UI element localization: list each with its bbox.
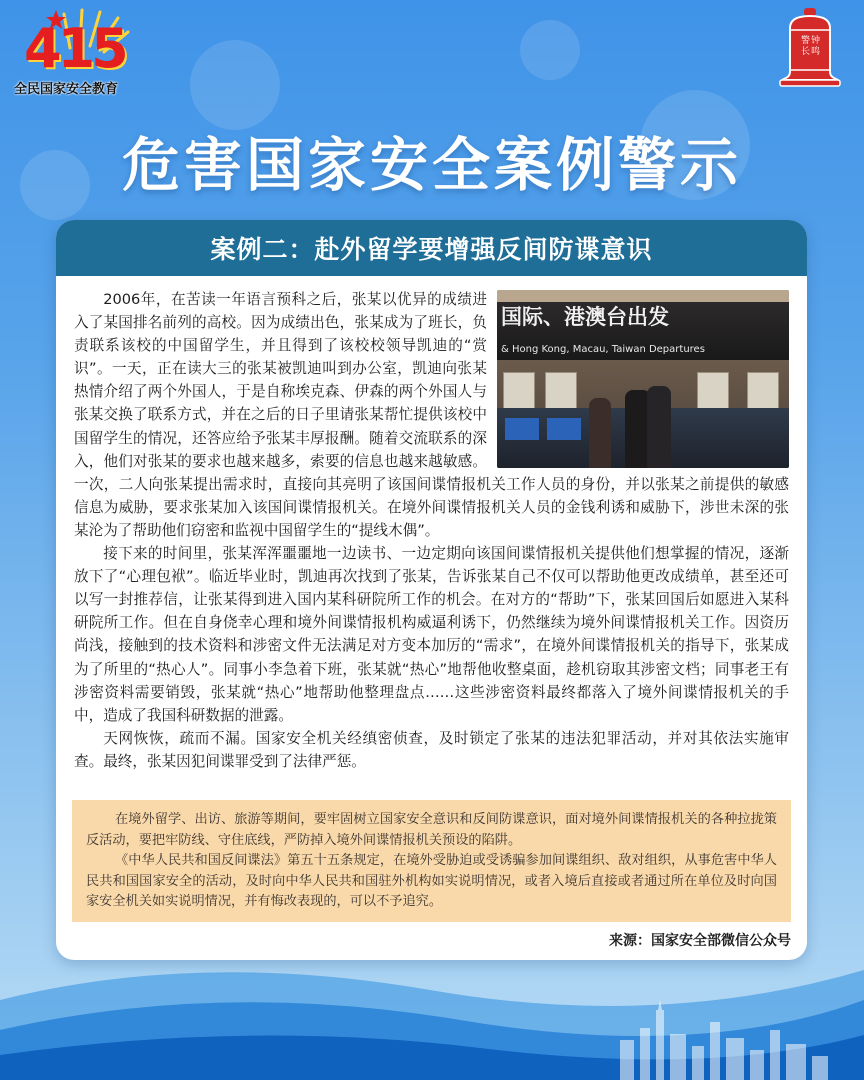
source-credit: 来源：国家安全部微信公众号 [609, 933, 791, 949]
article-paragraph: 天网恢恢，疏而不漏。国家安全机关经缜密侦查，及时锁定了张某的违法犯罪活动，并对其依法实施审查。最终，张某因犯间谍罪受到了法律严惩。 [74, 729, 789, 770]
airport-departures-photo [497, 290, 789, 468]
bell-line: 长鸣 [800, 47, 821, 57]
logo-number: 415 [24, 17, 125, 80]
bell-icon [776, 8, 844, 88]
bokeh-circle [190, 40, 280, 130]
page-title: 危害国家安全案例警示 [121, 131, 742, 199]
bokeh-circle [520, 20, 580, 80]
case-article [74, 288, 789, 773]
article-paragraph: 2006年，在苦读一年语言预科之后，张某以优异的成绩进入了某国排名前列的高校。因为成绩出色，张某成为了班长，负责联系该校的中国留学生，并且得到了该校校领导凯迪的“赏识”。一天，正在读大三的张某被凯迪叫到办公室，凯迪向张某热情介绍了两个外国人，于是自称埃克森、伊森的两个外国人与张某交换了联系方式，并在之后的日子里请张某帮忙提供该校中国留学生的情况，还答应给予张某丰厚报酬。随着交流联系的深入，他们对张某的要求也越来越多，索要的信息也越来越敏感。一次，二人向张某提出需求时，直接向其亮明了该国间谍情报机关工作人员的身份，并以张某之前提供的敏感信息为威胁，要求张某加入该国间谍情报机关。在境外间谍情报机关人员的金钱利诱和威胁下，涉世未深的张某沦为了帮助他们窃密和监视中国留学生的“提线木偶”。 [74, 291, 789, 539]
logo-415 [10, 8, 130, 98]
bell-line: 警钟 [800, 36, 821, 46]
traveler-figure [647, 386, 671, 468]
city-skyline [600, 1000, 864, 1080]
blue-panel [547, 418, 581, 440]
bell-caption [788, 36, 834, 58]
warning-note [72, 800, 791, 922]
sign-text-en: & Hong Kong, Macau, Taiwan Departures [501, 344, 705, 355]
traveler-figure [589, 398, 611, 468]
photo-ceiling [497, 290, 789, 302]
note-paragraph: 《中华人民共和国反间谍法》第五十五条规定，在境外受胁迫或受诱骗参加间谍组织、敌对组织，从事危害中华人民共和国国家安全的活动，及时向中华人民共和国驻外机构如实说明情况，或者入境后直接或者通过所在单位及时向国家安全机关如实说明情况，并有悔改表现的，可以不予追究。 [86, 853, 777, 909]
blue-panel [505, 418, 539, 440]
sign-text-cn: 国际、港澳台出发 [501, 305, 669, 329]
case-card [56, 220, 807, 960]
article-paragraph: 接下来的时间里，张某浑浑噩噩地一边读书、一边定期向该国间谍情报机关提供他们想掌握的情况，逐渐放下了“心理包袱”。临近毕业时，凯迪再次找到了张某，告诉张某自己不仅可以帮助他更改成绩单，甚至还可以写一封推荐信，让张某得到进入国内某科研院所工作的机会。在对方的“帮助”下，张某回国后如愿进入某科研院所工作。但在自身侥幸心理和境外间谍情报机构威逼利诱下，仍然继续为境外间谍情报机关工作。因资历尚浅，接触到的技术资料和涉密文件无法满足对方变本加厉的“需求”，在境外间谍情报机关的指导下，张某成为了所里的“热心人”。同事小李急着下班，张某就“热心”地帮他收整桌面，趁机窃取其涉密文档；同事老王有涉密资料需要销毁，张某就“热心”地帮助他整理盘点……这些涉密资料最终都落入了境外间谍情报机关的手中，造成了我国科研数据的泄露。 [74, 545, 789, 724]
case-heading: 案例二：赴外留学要增强反间防谍意识 [210, 235, 653, 264]
logo-caption: 全民国家安全教育 [14, 82, 119, 97]
note-paragraph: 在境外留学、出访、旅游等期间，要牢固树立国家安全意识和反间防谍意识，面对境外间谍情报机关的各种拉拢策反活动，要把牢防线、守住底线，严防掉入境外间谍情报机关预设的陷阱。 [86, 812, 777, 848]
case-header [56, 220, 807, 276]
